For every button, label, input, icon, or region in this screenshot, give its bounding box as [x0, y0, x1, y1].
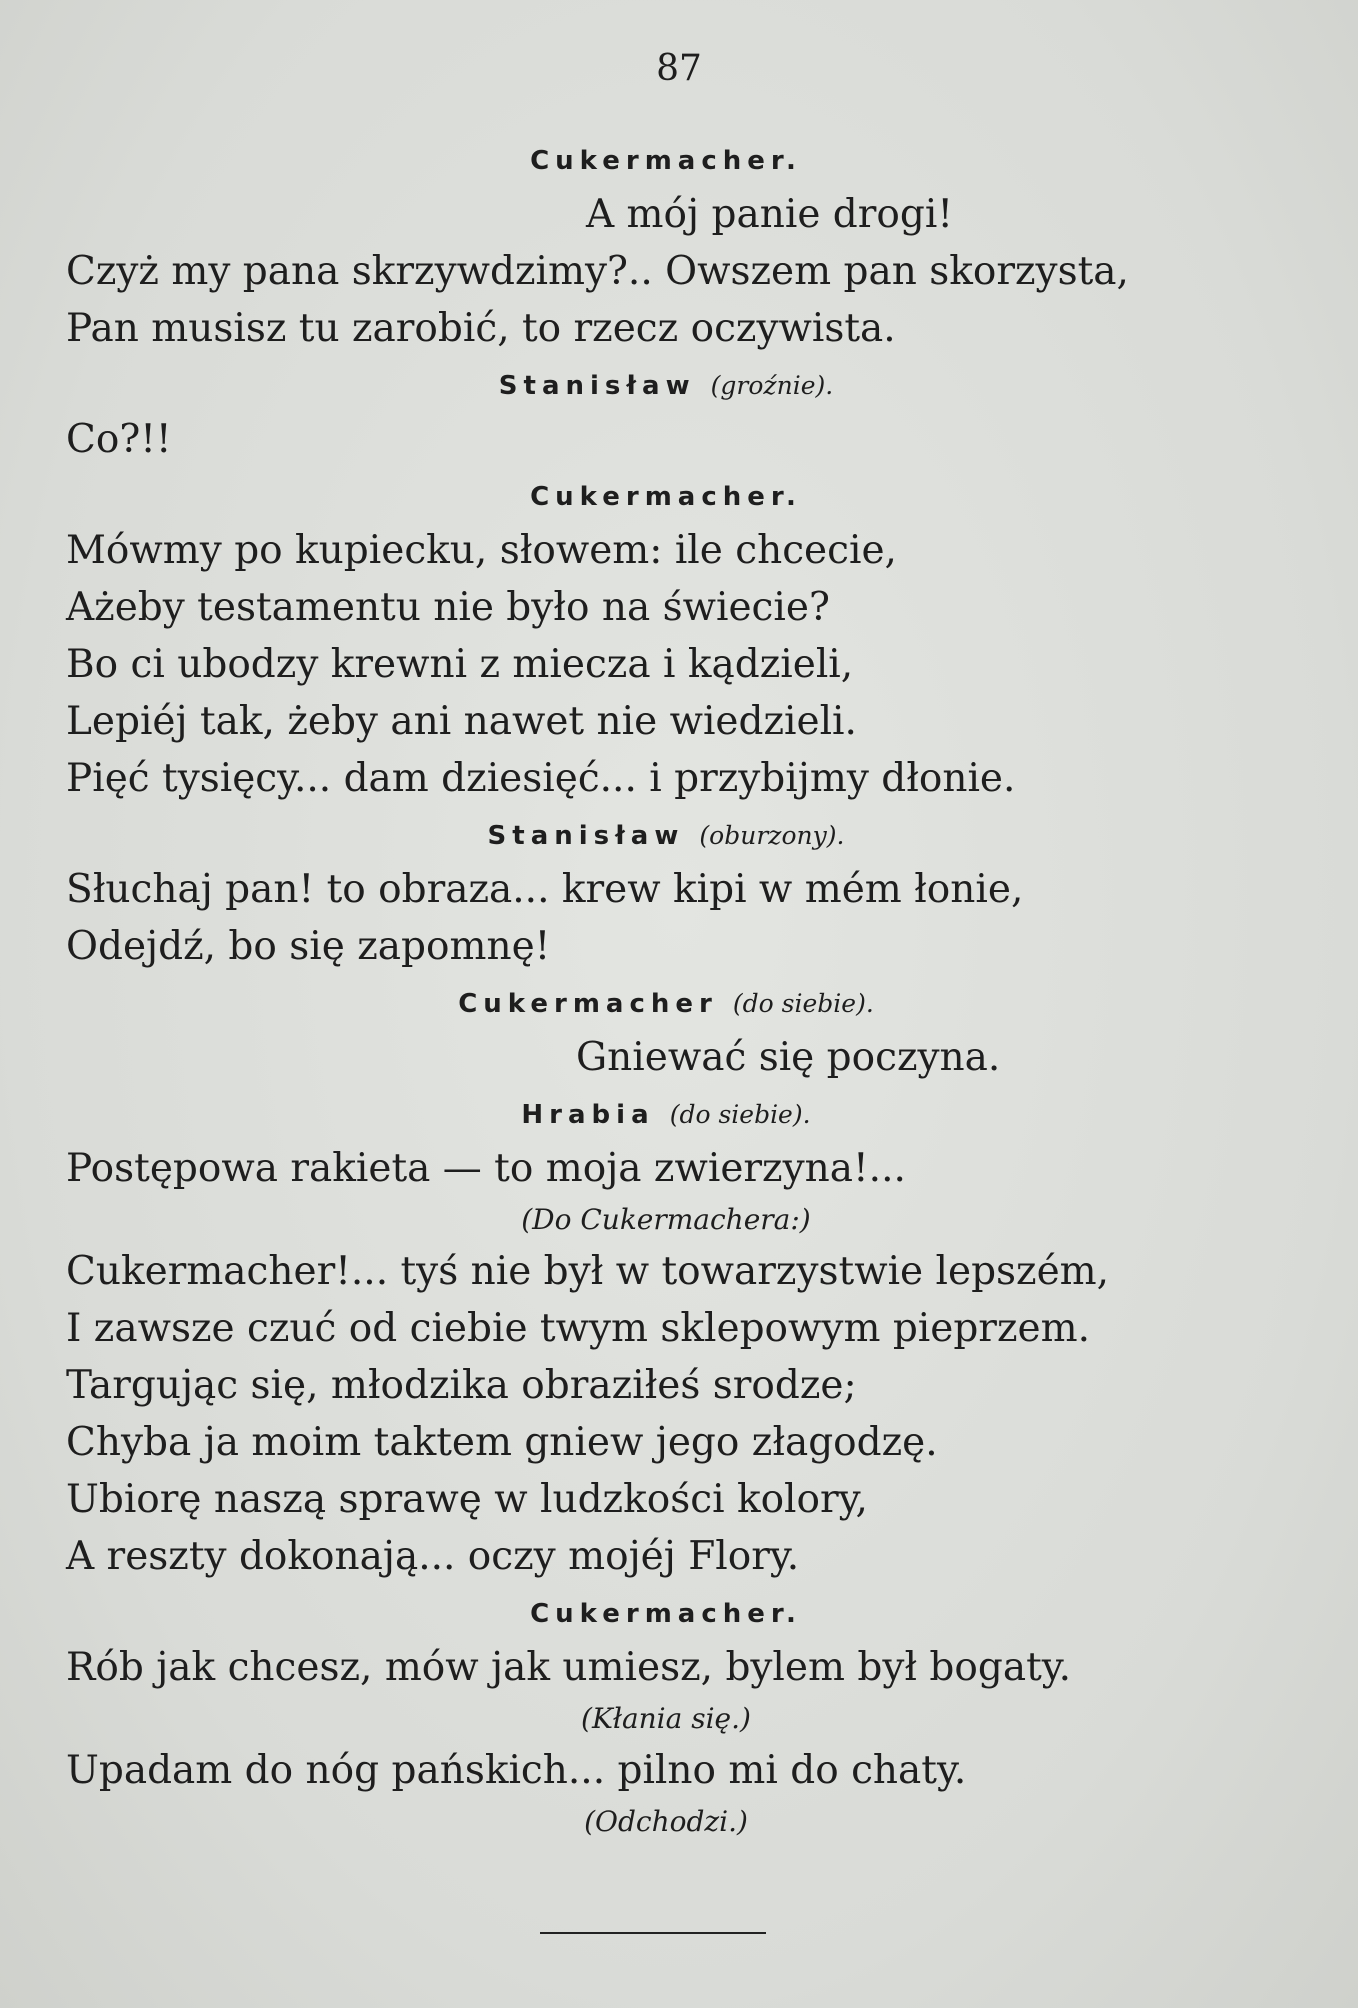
speaker-heading: [66, 1589, 1266, 1639]
verse-line: Pan musisz tu zarobić, to rzecz oczywista.: [66, 306, 896, 351]
stage-direction-line: (Kłania się.): [581, 1702, 751, 1735]
verse-line: Upadam do nóg pańskich... pilno mi do chaty.: [66, 1748, 967, 1793]
stage-direction: (do siebie).: [669, 1100, 811, 1129]
page-number: 87: [656, 48, 702, 89]
speaker-name: Cukermacher.: [530, 146, 802, 176]
speaker-name: Stanisław: [487, 821, 685, 851]
verse-line: Postępowa rakieta — to moja zwierzyna!...: [66, 1146, 906, 1191]
verse-line: Gniewać się poczyna.: [576, 1035, 1001, 1080]
stage-direction: (groźnie).: [710, 371, 834, 400]
verse-line: Chyba ja moim taktem gniew jego złagodzę.: [66, 1420, 938, 1465]
stage-direction: (oburzony).: [699, 821, 845, 850]
speaker-heading: [66, 1090, 1266, 1140]
speaker-heading: [66, 979, 1266, 1029]
verse-line: Rób jak chcesz, mów jak umiesz, bylem był bogaty.: [66, 1645, 1071, 1690]
stage-direction-line: (Odchodzi.): [584, 1805, 748, 1838]
verse-line: Czyż my pana skrzywdzimy?.. Owszem pan skorzysta,: [66, 249, 1129, 294]
stage-direction: (do siebie).: [732, 989, 874, 1018]
speaker-name: Cukermacher.: [530, 482, 802, 512]
verse-line: Pięć tysięcy... dam dziesięć... i przybijmy dłonie.: [66, 756, 1016, 801]
drama-text: [66, 132, 1266, 1845]
verse-line: Co?!!: [66, 417, 172, 462]
speaker-heading: [66, 136, 1266, 186]
speaker-name: Hrabia: [521, 1100, 655, 1130]
verse-line: Ubiorę naszą sprawę w ludzkości kolory,: [66, 1477, 868, 1522]
verse-line: Cukermacher!... tyś nie był w towarzystwie lepszém,: [66, 1249, 1110, 1294]
speaker-name: Stanisław: [498, 371, 696, 401]
end-rule: [540, 1932, 766, 1934]
verse-line: Mówmy po kupiecku, słowem: ile chcecie,: [66, 528, 897, 573]
stage-direction-line: (Do Cukermachera:): [521, 1203, 811, 1236]
verse-line: Odejdź, bo się zapomnę!: [66, 924, 551, 969]
verse-line: A reszty dokonają... oczy mojéj Flory.: [66, 1534, 800, 1579]
verse-line: I zawsze czuć od ciebie twym sklepowym pieprzem.: [66, 1306, 1090, 1351]
verse-line: Lepiéj tak, żeby ani nawet nie wiedzieli.: [66, 699, 857, 744]
speaker-heading: [66, 361, 1266, 411]
verse-line: Ażeby testamentu nie było na świecie?: [66, 585, 830, 630]
speaker-heading: [66, 811, 1266, 861]
verse-line: Targując się, młodzika obraziłeś srodze;: [66, 1363, 857, 1408]
speaker-name: Cukermacher.: [530, 1599, 802, 1629]
verse-line: Słuchaj pan! to obraza... krew kipi w mém łonie,: [66, 867, 1024, 912]
verse-line: A mój panie drogi!: [586, 192, 953, 237]
speaker-heading: [66, 472, 1266, 522]
verse-line: Bo ci ubodzy krewni z miecza i kądzieli,: [66, 642, 854, 687]
speaker-name: Cukermacher: [458, 989, 718, 1019]
